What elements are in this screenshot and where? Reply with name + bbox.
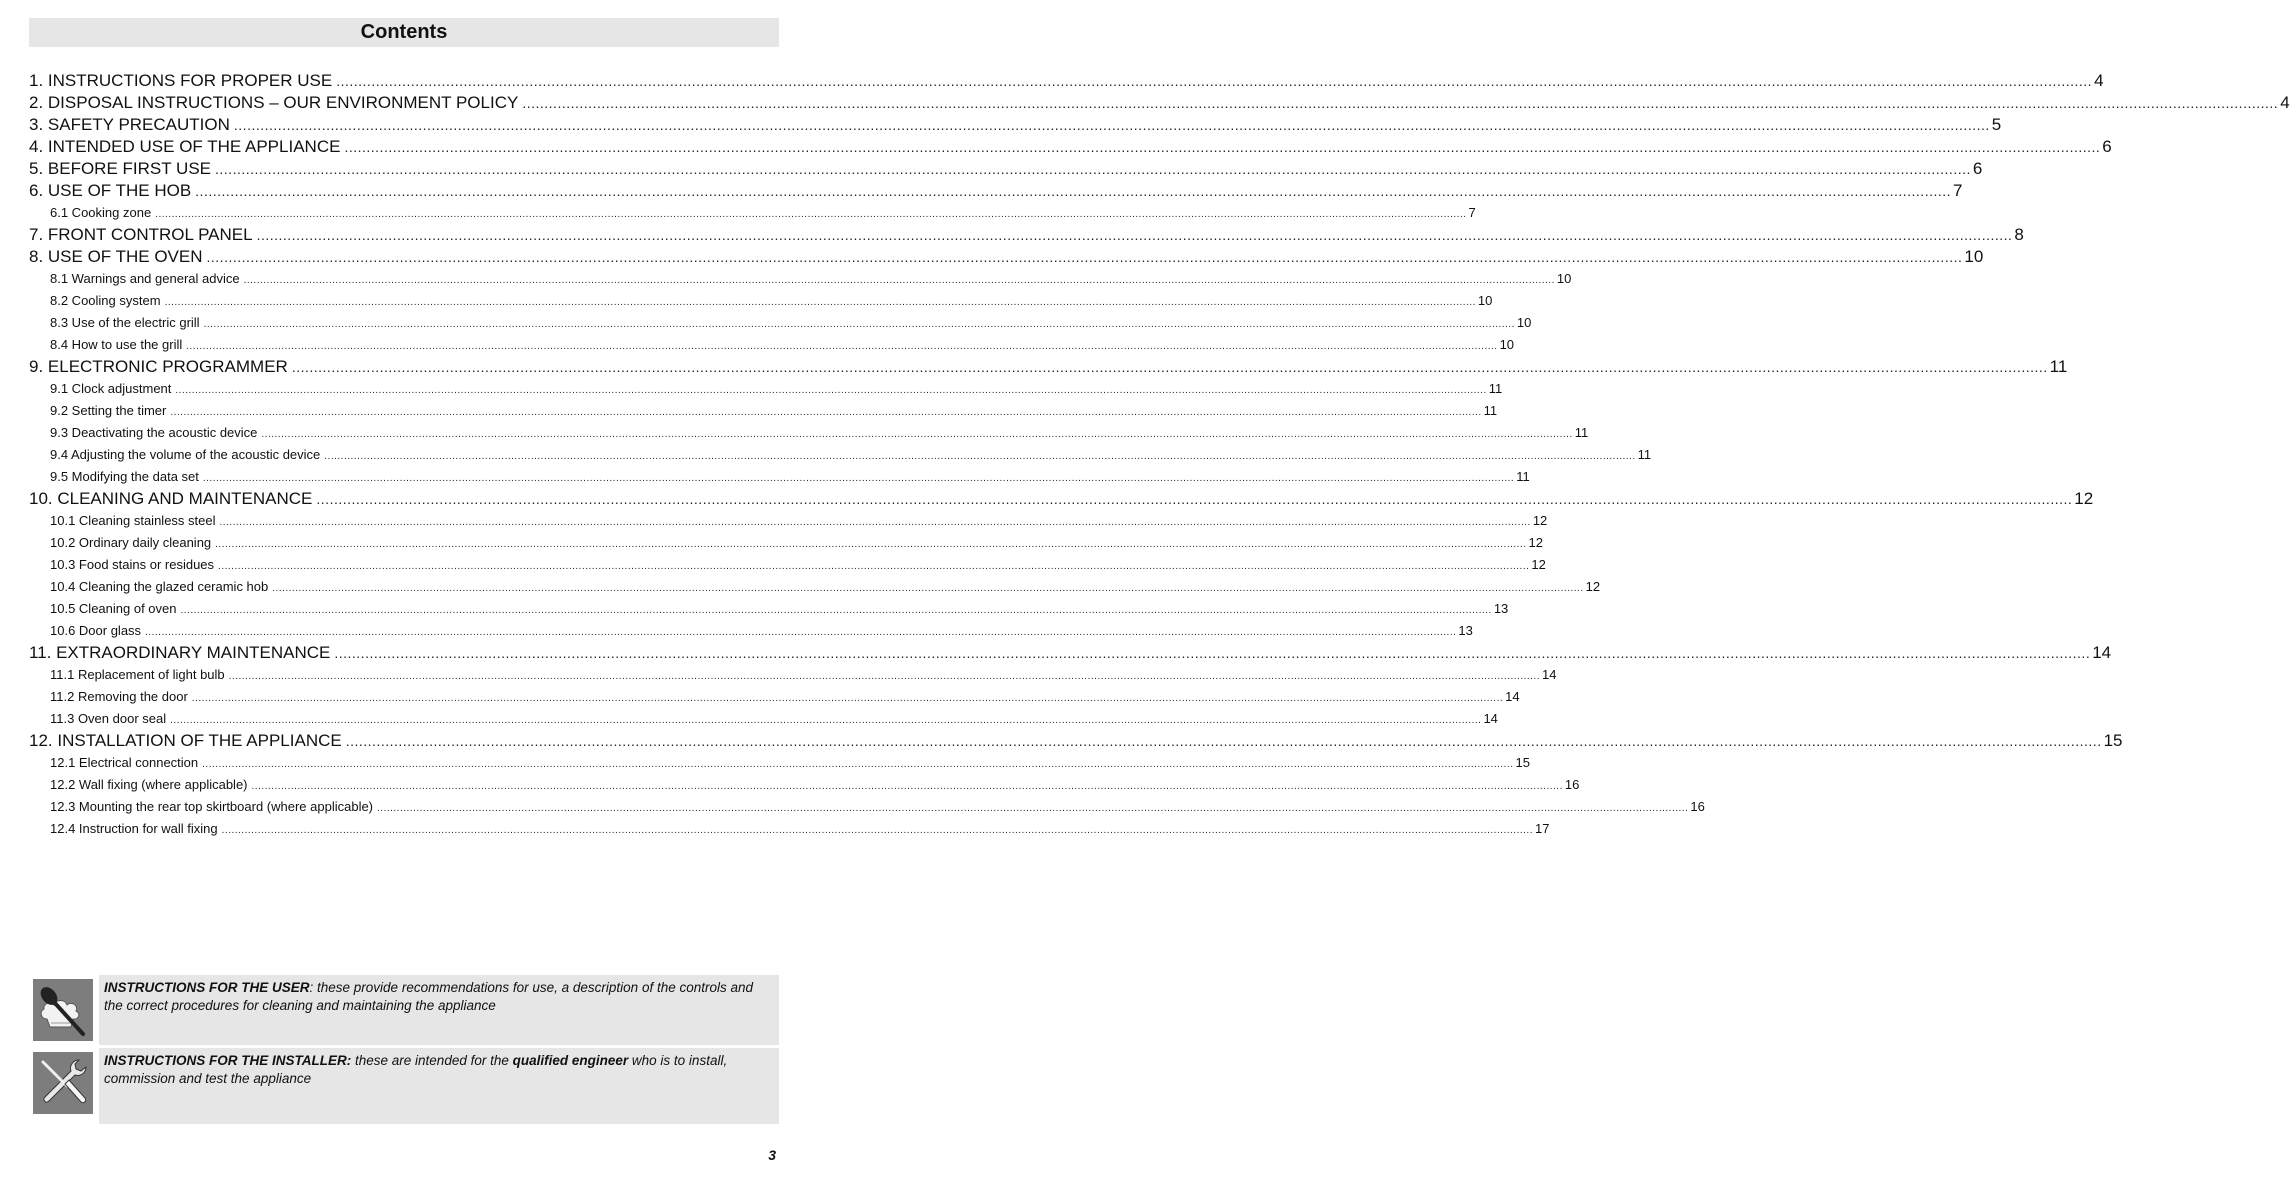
toc-section — [29, 730, 2123, 752]
installer-note-text-after: who is to install, commission and test the appliance — [104, 1053, 728, 1086]
spoon-chef-hat-icon — [33, 979, 93, 1041]
toc-subsection — [29, 290, 1493, 312]
toc-subsection — [29, 554, 1546, 576]
toc-entry-page: 11 — [1488, 381, 1503, 396]
toc-leader-dots: ................................................................................................................................................................................................................................................................................................................................................................................................................ — [345, 733, 2102, 749]
toc-entry-label: 4. INTENDED USE OF THE APPLIANCE — [29, 137, 341, 156]
toc-entry-label: 12. INSTALLATION OF THE APPLIANCE — [29, 731, 342, 750]
toc-leader-dots: ................................................................................................................................................................................................................................................................................................................................................................................................................ — [316, 491, 2073, 507]
toc-entry-label: 9.2 Setting the timer — [50, 403, 167, 418]
toc-entry-page: 4 — [2094, 71, 2104, 90]
toc-leader-dots: ................................................................................................................................................................................................................................................................................................................................................................................................................ — [155, 209, 1467, 220]
toc-entry-label: 10.2 Ordinary daily cleaning — [50, 535, 212, 550]
toc-entry-page: 11 — [1637, 447, 1652, 462]
toc-subsection — [29, 664, 1557, 686]
toc-section — [29, 158, 1983, 180]
toc-subsection — [29, 686, 1520, 708]
toc-entry-label: 12.1 Electrical connection — [50, 755, 199, 770]
toc-entry-page: 6 — [1972, 159, 1983, 178]
toc-entry-label: 10.3 Food stains or residues — [50, 557, 215, 572]
toc-section — [29, 180, 1963, 202]
toc-entry-label: 8.3 Use of the electric grill — [50, 315, 200, 330]
toc-leader-dots: ................................................................................................................................................................................................................................................................................................................................................................................................................ — [233, 117, 1990, 133]
toc-subsection — [29, 400, 1498, 422]
toc-section — [29, 224, 2024, 246]
toc-leader-dots: ................................................................................................................................................................................................................................................................................................................................................................................................................ — [256, 227, 2013, 243]
installer-note-heading: INSTRUCTIONS FOR THE INSTALLER: — [104, 1053, 352, 1068]
toc-entry-page: 12 — [2074, 489, 2094, 508]
toc-entry-page: 6 — [2102, 137, 2112, 156]
toc-entry-label: 8. USE OF THE OVEN — [29, 247, 203, 266]
page-number: 3 — [768, 1147, 776, 1163]
installer-note-text-before: these are intended for the — [351, 1053, 513, 1068]
toc-leader-dots: ................................................................................................................................................................................................................................................................................................................................................................................................................ — [215, 161, 1971, 177]
toc-entry-page: 14 — [1541, 667, 1557, 682]
toc-subsection — [29, 268, 1572, 290]
toc-leader-dots: ................................................................................................................................................................................................................................................................................................................................................................................................................ — [251, 781, 1563, 792]
toc-entry-label: 9.4 Adjusting the volume of the acoustic device — [50, 447, 321, 462]
toc-subsection — [29, 598, 1509, 620]
toc-subsection — [29, 532, 1543, 554]
toc-subsection — [29, 576, 1601, 598]
toc-entry-page: 8 — [2014, 225, 2024, 244]
toc-section — [29, 488, 2094, 510]
toc-entry-label: 12.3 Mounting the rear top skirtboard (where applicable) — [50, 799, 374, 814]
toc-entry-page: 11 — [1574, 425, 1589, 440]
toc-entry-label: 11. EXTRAORDINARY MAINTENANCE — [29, 643, 331, 662]
toc-entry-label: 6. USE OF THE HOB — [29, 181, 192, 200]
toc-subsection — [29, 312, 1532, 334]
toc-leader-dots: ................................................................................................................................................................................................................................................................................................................................................................................................................ — [203, 319, 1515, 330]
user-note-heading: INSTRUCTIONS FOR THE USER — [104, 980, 310, 995]
toc-entry-page: 11 — [1516, 469, 1530, 484]
toc-leader-dots: ................................................................................................................................................................................................................................................................................................................................................................................................................ — [145, 627, 1457, 638]
toc-leader-dots: ................................................................................................................................................................................................................................................................................................................................................................................................................ — [164, 297, 1476, 308]
toc-section — [29, 246, 1984, 268]
toc-leader-dots: ................................................................................................................................................................................................................................................................................................................................................................................................................ — [186, 341, 1498, 352]
toc-entry-page: 14 — [1483, 711, 1498, 726]
toc-subsection — [29, 796, 1705, 818]
toc-leader-dots: ................................................................................................................................................................................................................................................................................................................................................................................................................ — [261, 429, 1573, 440]
toc-subsection — [29, 444, 1652, 466]
toc-entry-page: 10 — [1477, 293, 1493, 308]
toc-subsection — [29, 202, 1476, 224]
installer-instructions-note — [99, 1048, 779, 1124]
toc-subsection — [29, 818, 1550, 840]
toc-section — [29, 92, 2290, 114]
toc-entry-page: 16 — [1690, 799, 1705, 814]
toc-subsection — [29, 774, 1580, 796]
toc-entry-label: 6.1 Cooking zone — [50, 205, 152, 220]
toc-leader-dots: ................................................................................................................................................................................................................................................................................................................................................................................................................ — [219, 517, 1531, 528]
toc-leader-dots: ................................................................................................................................................................................................................................................................................................................................................................................................................ — [191, 693, 1504, 704]
toc-entry-page: 5 — [1991, 115, 2002, 134]
toc-entry-page: 15 — [1515, 755, 1530, 770]
toc-leader-dots: ................................................................................................................................................................................................................................................................................................................................................................................................................ — [180, 605, 1492, 616]
toc-entry-page: 15 — [2103, 731, 2123, 750]
toc-entry-page: 12 — [1528, 535, 1543, 550]
toc-leader-dots: ................................................................................................................................................................................................................................................................................................................................................................................................................ — [221, 825, 1533, 836]
toc-subsection — [29, 466, 1530, 488]
toc-entry-label: 7. FRONT CONTROL PANEL — [29, 225, 253, 244]
toc-leader-dots: ................................................................................................................................................................................................................................................................................................................................................................................................................ — [377, 803, 1689, 814]
toc-leader-dots: ................................................................................................................................................................................................................................................................................................................................................................................................................ — [170, 407, 1482, 418]
toc-entry-label: 10. CLEANING AND MAINTENANCE — [29, 489, 313, 508]
toc-entry-label: 12.2 Wall fixing (where applicable) — [50, 777, 248, 792]
toc-leader-dots: ................................................................................................................................................................................................................................................................................................................................................................................................................ — [344, 139, 2101, 155]
toc-leader-dots: ................................................................................................................................................................................................................................................................................................................................................................................................................ — [334, 645, 2091, 661]
toc-entry-page: 13 — [1493, 601, 1509, 616]
toc-entry-page: 7 — [1953, 181, 1963, 200]
toc-entry-label: 9.5 Modifying the data set — [50, 469, 199, 484]
toc-entry-label: 1. INSTRUCTIONS FOR PROPER USE — [29, 71, 333, 90]
page-title: Contents — [29, 18, 779, 47]
toc-entry-page: 14 — [2092, 643, 2112, 662]
installer-note-emphasis: qualified engineer — [512, 1053, 629, 1068]
toc-entry-page: 16 — [1564, 777, 1580, 792]
toc-entry-label: 11.3 Oven door seal — [50, 711, 167, 726]
toc-entry-page: 10 — [1964, 247, 1984, 266]
toc-leader-dots: ................................................................................................................................................................................................................................................................................................................................................................................................................ — [195, 183, 1952, 199]
toc-subsection — [29, 378, 1503, 400]
toc-section — [29, 70, 2104, 92]
toc-entry-label: 3. SAFETY PRECAUTION — [29, 115, 230, 134]
toc-entry-label: 11.1 Replacement of light bulb — [50, 667, 225, 682]
toc-entry-page: 12 — [1531, 557, 1546, 572]
toc-section — [29, 642, 2112, 664]
toc-entry-page: 11 — [1483, 403, 1498, 418]
toc-entry-page: 4 — [2280, 93, 2290, 112]
toc-subsection — [29, 510, 1548, 532]
toc-leader-dots: ................................................................................................................................................................................................................................................................................................................................................................................................................ — [175, 385, 1487, 396]
toc-entry-label: 10.1 Cleaning stainless steel — [50, 513, 216, 528]
toc-entry-page: 10 — [1499, 337, 1515, 352]
toc-section — [29, 356, 2068, 378]
toc-leader-dots: ................................................................................................................................................................................................................................................................................................................................................................................................................ — [202, 759, 1514, 770]
toc-leader-dots: ................................................................................................................................................................................................................................................................................................................................................................................................................ — [336, 73, 2093, 89]
toc-leader-dots: ................................................................................................................................................................................................................................................................................................................................................................................................................ — [291, 359, 2048, 375]
toc-entry-page: 11 — [2049, 357, 2068, 376]
toc-entry-label: 8.4 How to use the grill — [50, 337, 183, 352]
table-of-contents — [29, 70, 2290, 840]
toc-entry-page: 10 — [1556, 271, 1572, 286]
user-instructions-note — [99, 975, 779, 1045]
toc-entry-label: 9. ELECTRONIC PROGRAMMER — [29, 357, 288, 376]
screwdriver-wrench-icon — [33, 1052, 93, 1114]
toc-leader-dots: ................................................................................................................................................................................................................................................................................................................................................................................................................ — [206, 249, 1963, 265]
toc-entry-label: 9.1 Clock adjustment — [50, 381, 172, 396]
toc-leader-dots: ................................................................................................................................................................................................................................................................................................................................................................................................................ — [170, 715, 1482, 726]
toc-leader-dots: ................................................................................................................................................................................................................................................................................................................................................................................................................ — [218, 561, 1530, 572]
toc-entry-label: 12.4 Instruction for wall fixing — [50, 821, 218, 836]
toc-leader-dots: ................................................................................................................................................................................................................................................................................................................................................................................................................ — [324, 451, 1636, 462]
toc-entry-label: 8.2 Cooling system — [50, 293, 161, 308]
toc-leader-dots: ................................................................................................................................................................................................................................................................................................................................................................................................................ — [228, 671, 1540, 682]
toc-entry-label: 5. BEFORE FIRST USE — [29, 159, 212, 178]
toc-section — [29, 136, 2112, 158]
user-note-text: : these provide recommendations for use, a description of the controls and the correct procedures for cleaning and maintaining the appliance — [104, 980, 754, 1013]
toc-entry-label: 10.5 Cleaning of oven — [50, 601, 177, 616]
toc-entry-label: 8.1 Warnings and general advice — [50, 271, 240, 286]
toc-subsection — [29, 752, 1530, 774]
toc-leader-dots: ................................................................................................................................................................................................................................................................................................................................................................................................................ — [202, 473, 1515, 484]
toc-entry-label: 11.2 Removing the door — [50, 689, 188, 704]
toc-entry-page: 13 — [1458, 623, 1473, 638]
toc-entry-page: 14 — [1505, 689, 1520, 704]
toc-subsection — [29, 620, 1473, 642]
toc-entry-page: 12 — [1532, 513, 1548, 528]
toc-subsection — [29, 708, 1498, 730]
toc-entry-label: 9.3 Deactivating the acoustic device — [50, 425, 258, 440]
toc-leader-dots: ................................................................................................................................................................................................................................................................................................................................................................................................................ — [243, 275, 1555, 286]
toc-entry-label: 10.6 Door glass — [50, 623, 142, 638]
toc-entry-label: 2. DISPOSAL INSTRUCTIONS – OUR ENVIRONMENT POLICY — [29, 93, 519, 112]
toc-entry-page: 12 — [1585, 579, 1601, 594]
toc-section — [29, 114, 2002, 136]
toc-entry-page: 7 — [1468, 205, 1476, 220]
toc-leader-dots: ................................................................................................................................................................................................................................................................................................................................................................................................................ — [522, 95, 2279, 111]
toc-subsection — [29, 422, 1589, 444]
toc-entry-page: 10 — [1516, 315, 1532, 330]
toc-entry-page: 17 — [1534, 821, 1550, 836]
toc-entry-label: 10.4 Cleaning the glazed ceramic hob — [50, 579, 269, 594]
toc-leader-dots: ................................................................................................................................................................................................................................................................................................................................................................................................................ — [272, 583, 1584, 594]
toc-leader-dots: ................................................................................................................................................................................................................................................................................................................................................................................................................ — [215, 539, 1527, 550]
toc-subsection — [29, 334, 1515, 356]
